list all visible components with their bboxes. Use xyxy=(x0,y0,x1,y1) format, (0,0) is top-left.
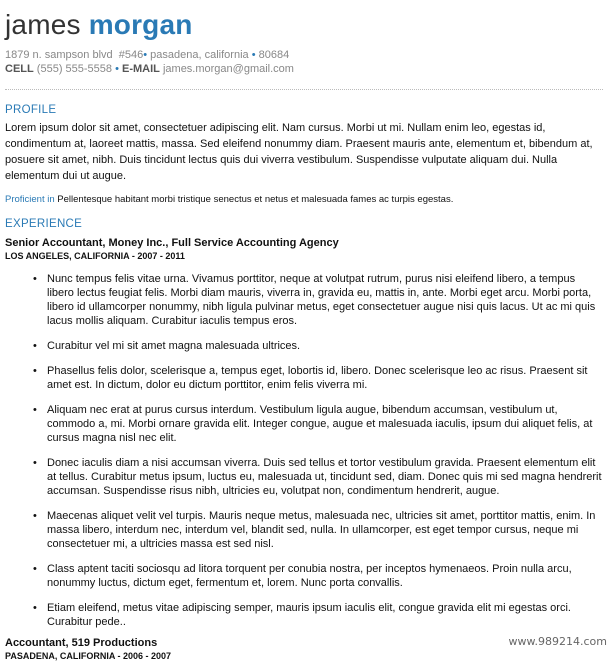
bullet-marker: • xyxy=(33,457,37,469)
bullet-marker: • xyxy=(33,273,37,285)
watermark-text: www.989214.com xyxy=(508,635,607,648)
proficient-label: Proficient in xyxy=(5,194,55,205)
job-location: PASADENA, CALIFORNIA - 2006 - 2007 xyxy=(5,651,172,661)
cell-number: (555) 555-5558 xyxy=(36,63,113,75)
bullet-marker: • xyxy=(33,404,37,416)
contact-line xyxy=(5,62,605,77)
job-bullets xyxy=(5,272,605,629)
bullet-marker: • xyxy=(33,602,37,614)
profile-text: Lorem ipsum dolor sit amet, consectetuer adipiscing elit. Nam cursus. Morbi ut mi. Nullam enim leo, egestas id, condimentum at, laoreet mattis, massa. Sed eleifend nonummy diam. Praesent mauris ante, elementum et, bibendum at, posuere sit amet, nibh. Duis tincidunt lectus quis dui viverra vestibulum. Suspendisse vulputate aliquam dui. Nulla elementum dui ut augue. xyxy=(5,122,593,182)
bullet-marker: • xyxy=(33,510,37,522)
proficient-text: Pellentesque habitant morbi tristique senectus et netus et malesuada fames ac turpis egestas. xyxy=(57,194,454,205)
bullet-text: Nunc tempus felis vitae urna. Vivamus porttitor, neque at volutpat rutrum, purus nisi eleifend libero, a tempus libero lectus feugiat felis. Morbi diam mauris, viverra in, gravida eu, mattis in, ante. Morbi eget arcu. Morbi porta, libero id ullamcorper nonummy, nibh ligula pulvinar metus, eget consectetuer augue nisi quis lacus. Ut ac mi quis lacus mollis aliquam. Curabitur iaculis tempus eros. xyxy=(47,273,596,327)
bullet-item xyxy=(33,364,605,392)
resume-name xyxy=(5,8,605,42)
job-location: LOS ANGELES, CALIFORNIA - 2007 - 2011 xyxy=(5,251,185,261)
bullet-text: Aliquam nec erat at purus cursus interdum. Vestibulum ligula augue, bibendum accumsan, vestibulum ut, commodo a, mi. Morbi ornare gravida elit. Integer congue, augue et malesuada iaculis, ipsum dui aliquet felis, at cursus magna nisl nec elit. xyxy=(47,404,593,444)
resume-page xyxy=(5,0,605,662)
bullet-item xyxy=(33,403,605,445)
address-city: pasadena, california xyxy=(150,49,249,61)
bullet-item xyxy=(33,272,605,328)
address-street: 1879 n. sampson blvd xyxy=(5,49,113,61)
bullet-marker: • xyxy=(33,340,37,352)
bullet-text: Curabitur vel mi sit amet magna malesuada ultrices. xyxy=(47,340,301,352)
contact-separator: • xyxy=(115,63,119,75)
bullet-marker: • xyxy=(33,365,37,377)
bullet-item xyxy=(33,339,605,353)
cell-label: CELL xyxy=(5,63,34,75)
header-divider xyxy=(5,89,603,90)
bullet-text: Maecenas aliquet velit vel turpis. Mauris neque metus, malesuada nec, ultricies sit amet, porttitor mattis, enim. In massa libero, interdum nec, interdum vel, blandit sed, nulla. In ullamcorper, est eget tempor cursus, neque mi consectetuer mi, a ultricies massa est sed nisl. xyxy=(47,510,596,550)
address-line xyxy=(5,48,605,62)
bullet-item xyxy=(33,456,605,498)
bullet-item xyxy=(33,562,605,590)
experience-section xyxy=(5,218,605,662)
profile-heading: PROFILE xyxy=(5,104,57,116)
experience-heading: EXPERIENCE xyxy=(5,218,83,230)
bullet-text: Phasellus felis dolor, scelerisque a, tempus eget, lobortis id, libero. Donec scelerisque leo ac risus. Praesent sit amet est. In dictum, dolor eu dictum porttitor, enim felis viverra mi. xyxy=(47,365,588,391)
first-name: james xyxy=(5,9,81,40)
email-label: E-MAIL xyxy=(122,63,160,75)
last-name: morgan xyxy=(88,9,193,40)
bullet-marker: • xyxy=(33,563,37,575)
bullet-text: Etiam eleifend, metus vitae adipiscing semper, mauris ipsum iaculis elit, congue gravida elit mi egestas orci. Curabitur pede.. xyxy=(47,602,571,628)
bullet-text: Class aptent taciti sociosqu ad litora torquent per conubia nostra, per inceptos hymenaeos. Proin nulla arcu, nonummy luctus, dictum eget, fermentum et, lorem. Nunc porta convallis. xyxy=(47,563,572,589)
address-separator: • xyxy=(143,49,151,61)
bullet-item xyxy=(33,509,605,551)
bullet-item xyxy=(33,601,605,629)
address-unit: #546 xyxy=(118,49,144,61)
job-entry xyxy=(5,236,605,629)
address-zip: 80684 xyxy=(258,49,290,61)
profile-section xyxy=(5,104,605,206)
bullet-text: Donec iaculis diam a nisi accumsan viverra. Duis sed tellus et tortor vestibulum gravida. Praesent elementum elit at tellus. Curabitur metus ipsum, luctus eu, malesuada ut, tincidunt sed, diam. Donec quis mi sed magna hendrerit accumsan. Suspendisse risus nibh, ultricies eu, volutpat non, condimentum hendrerit, augue. xyxy=(47,457,602,497)
proficient-line xyxy=(5,193,605,206)
job-title: Accountant, 519 Productions xyxy=(5,637,158,649)
email-address[interactable]: james.morgan@gmail.com xyxy=(162,63,294,75)
address-separator: • xyxy=(248,49,259,61)
job-title: Senior Accountant, Money Inc., Full Service Accounting Agency xyxy=(5,237,339,249)
